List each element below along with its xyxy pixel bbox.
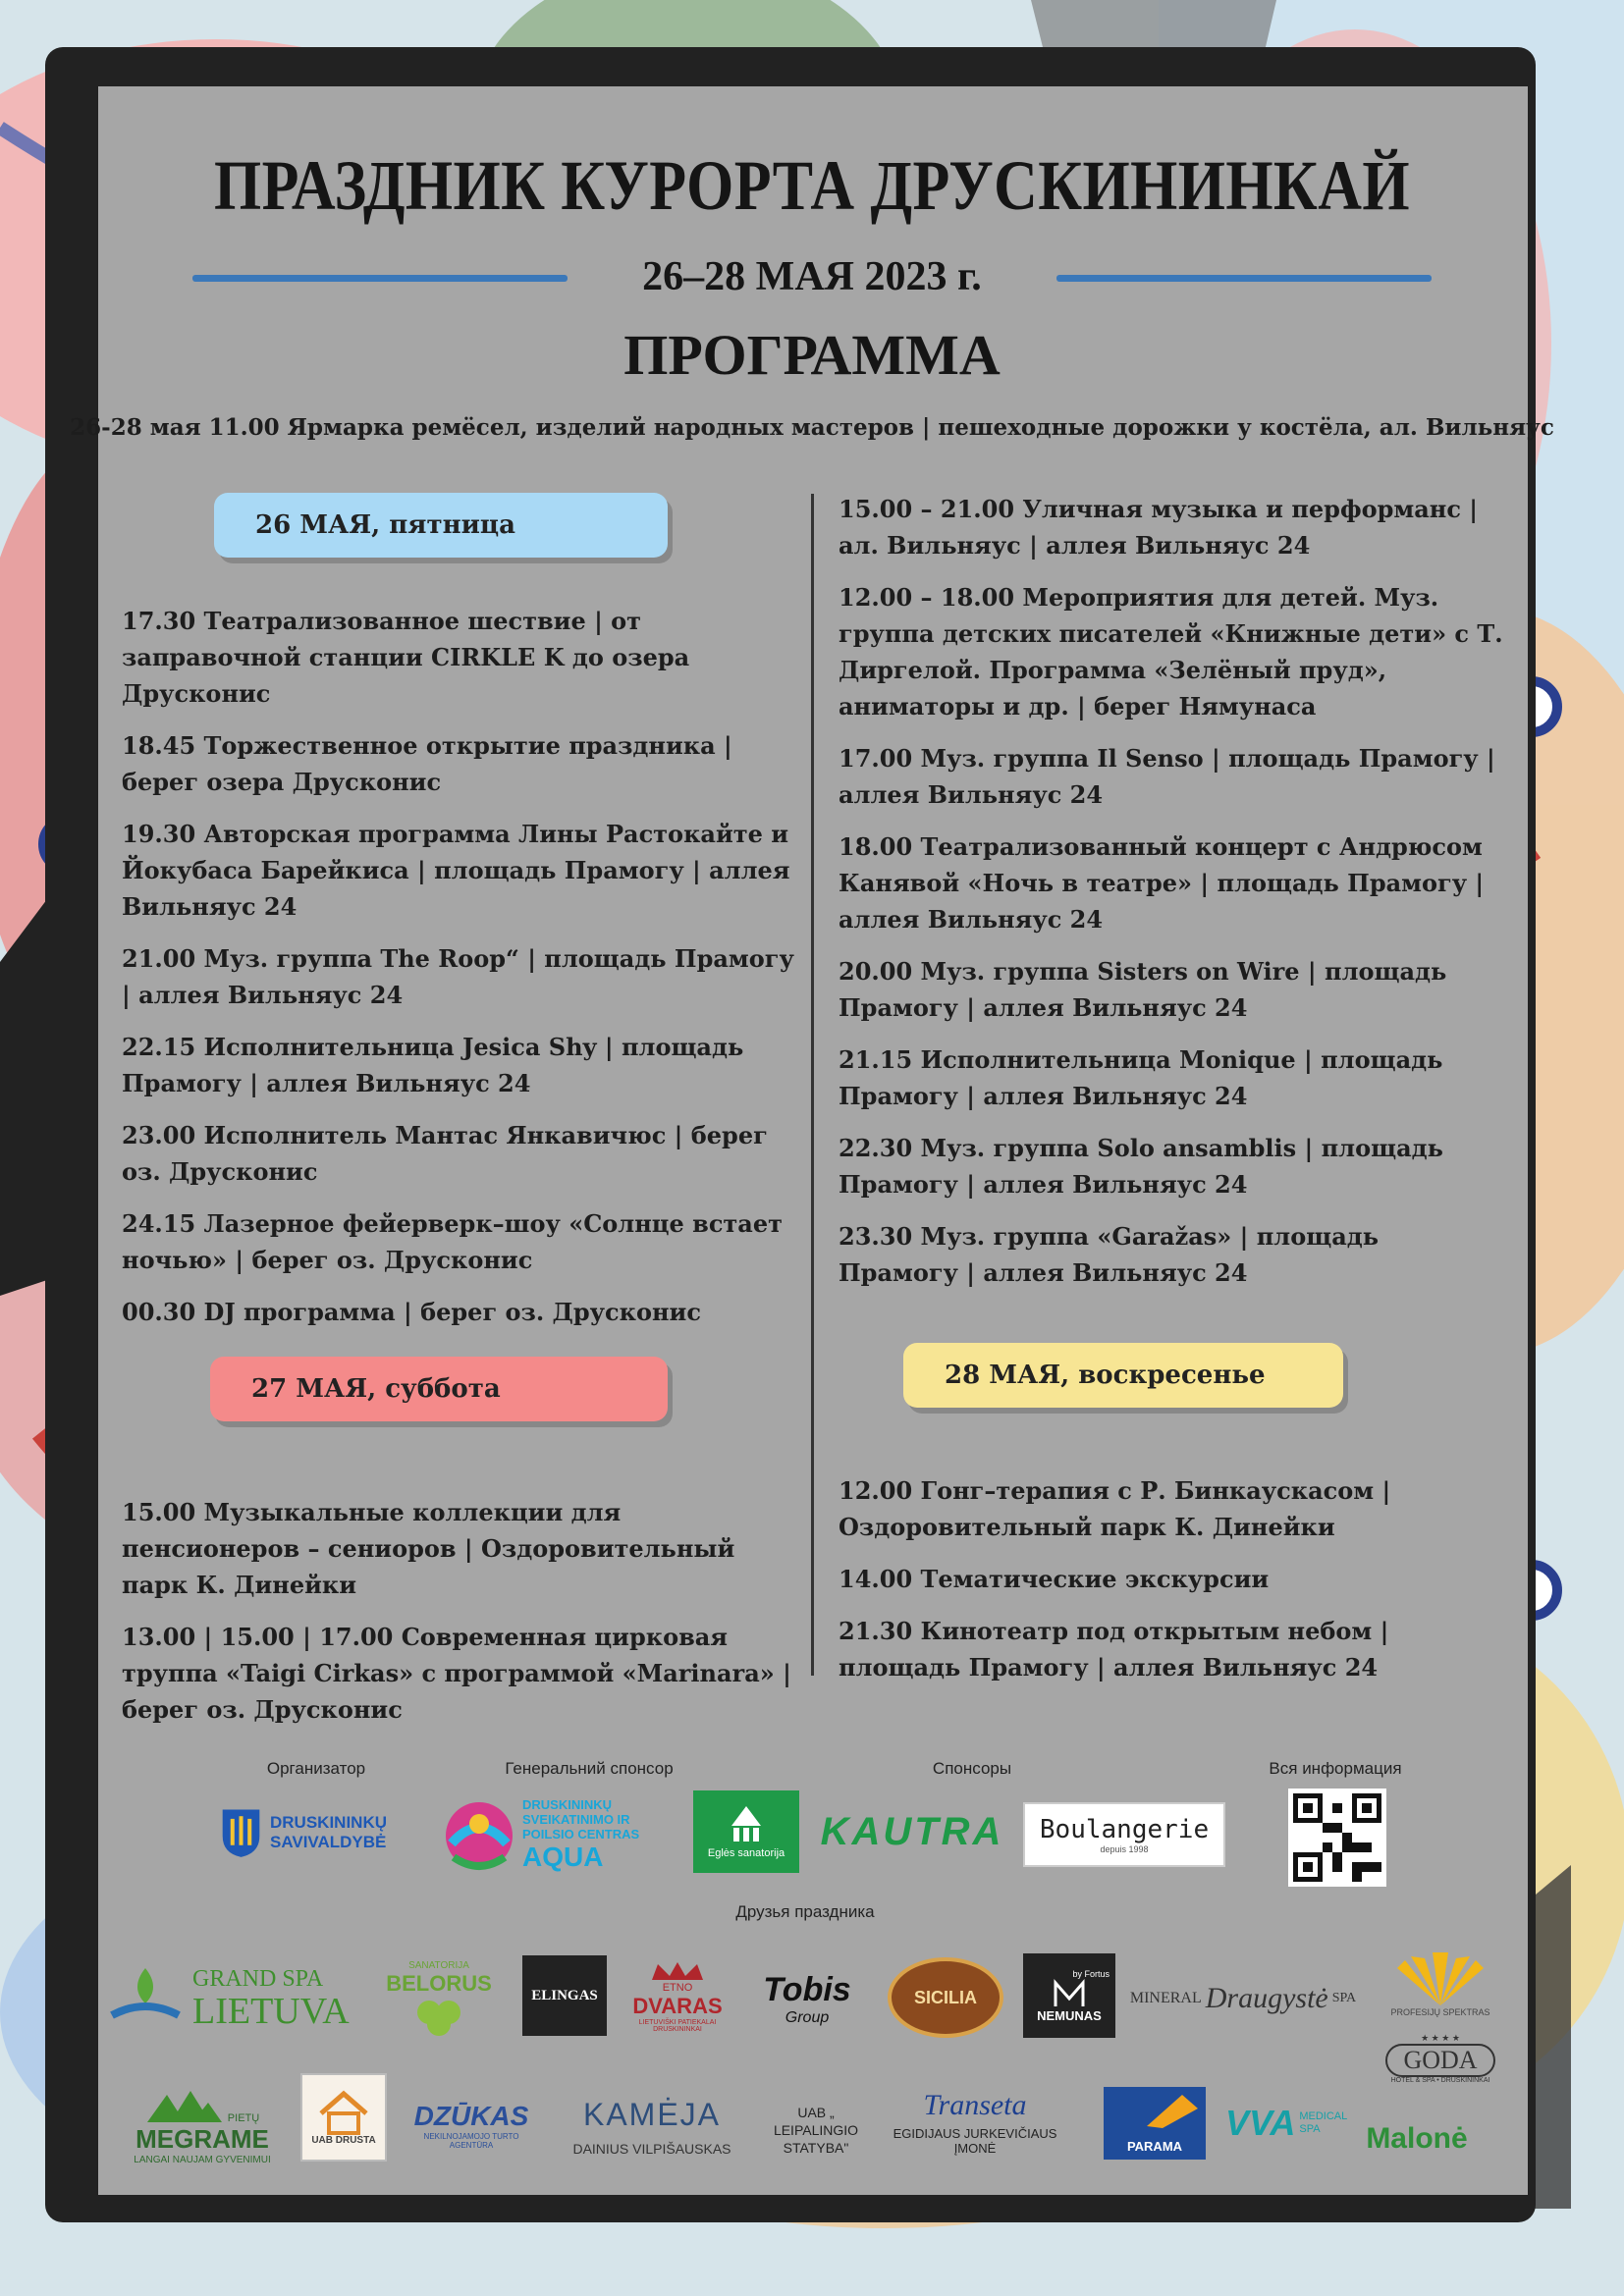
event-item: 12.00 Гонг–терапия с Р. Бинкаускасом | Оздоровительный парк К. Динейки (839, 1476, 1391, 1541)
nemunas-emblem-icon (1052, 1979, 1087, 2008)
event-item: 19.30 Авторская программа Лины Растокайте и Йокубаса Барейкиса | площадь Прамогу | аллея Вильняус 24 (122, 820, 790, 921)
poster-title: ПРАЗДНИК КУРОРТА ДРУСКИНИНКАЙ (213, 146, 1411, 225)
logo-profesiju-spektras (1377, 1944, 1504, 2026)
event-item: 21.30 Кинотеатр под открытым небом | площадь Прамогу | аллея Вильняус 24 (839, 1617, 1389, 1682)
event-item: 21.00 Муз. группа The Roop“ | площадь Прамогу | аллея Вильняус 24 (122, 944, 794, 1009)
event-item: 15.00 Музыкальные коллекции для пенсионеров – сениоров | Оздоровительный парк К. Динейки (122, 1498, 735, 1599)
event-item: 20.00 Муз. группа Sisters on Wire | площадь Прамогу | аллея Вильняус 24 (839, 957, 1447, 1022)
logo-mineral-spa-draugyste (1129, 1959, 1357, 2038)
logo-text: ★ ★ ★ ★ (1421, 2033, 1460, 2043)
column-divider (811, 494, 814, 1676)
logo-text: by Fortus (1072, 1968, 1110, 1979)
logo-vva-medical-spa (1225, 2081, 1348, 2165)
sunburst-icon (1391, 1952, 1489, 2007)
event-item: 12.00 – 18.00 Мероприятия для детей. Муз. группа детских писателей «Книжные дети» с Т. Диргелой. Программа «Зелёный пруд», аниматоры и др. | берег Нямунаса (839, 583, 1503, 721)
clover-icon (409, 1997, 468, 2036)
logo-text: GODA (1385, 2044, 1494, 2077)
logo-text: Eglės sanatorija (707, 1847, 785, 1859)
logo-text: depuis 1998 (1100, 1844, 1149, 1854)
logo-text: PROFESIJŲ SPEKTRAS (1390, 2007, 1490, 2017)
logo-text: MINERAL (1129, 1990, 1202, 2006)
fair-line: 26-28 мая 11.00 Ярмарка ремёсел, изделий народных мастеров | пешеходные дорожки у костёла, ал. Вильняус (70, 414, 1554, 441)
event-item: 14.00 Тематические экскурсии (839, 1565, 1270, 1593)
day-tab-saturday: 27 МАЯ, суббота (210, 1357, 668, 1421)
logo-etno-dvaras (628, 1951, 727, 2042)
logo-text: DRUSKININKŲ (522, 1796, 612, 1812)
coat-of-arms-icon (220, 1794, 262, 1871)
logo-text: Tobis (763, 1970, 851, 2008)
event-item: 18.00 Театрализованный концерт с Андрюсом Канявой «Ночь в театре» | площадь Прамогу | аллея Вильняус 24 (839, 832, 1485, 934)
logo-text: NEKILNOJAMOJO TURTO AGENTŪRA (423, 2132, 519, 2150)
house-icon (317, 2090, 370, 2135)
logo-dzukas (406, 2089, 536, 2162)
saturday-events (122, 1494, 799, 1743)
logo-text: AQUA (522, 1841, 604, 1872)
logo-egles-sanatorija (693, 1790, 799, 1873)
parama-shape-icon (1143, 2091, 1202, 2130)
egles-emblem-icon (724, 1804, 769, 1843)
logo-text: Group (785, 2008, 830, 2026)
logo-text: Draugystė (1205, 1982, 1328, 2014)
logo-text: HOTEL & SPA • DRUSKININKAI (1390, 2077, 1490, 2084)
megrame-mountains-icon (145, 2089, 224, 2124)
logo-text: VVA (1225, 2103, 1296, 2143)
logo-text: LIETUVIŠKI PATIEKALAI DRUSKININKAI (638, 2019, 717, 2033)
logo-elingas: ELINGAS (522, 1955, 607, 2036)
label-general-sponsor: Генеральний спонсор (505, 1759, 674, 1778)
qr-code-icon (1293, 1793, 1381, 1882)
label-friends: Друзья праздника (735, 1902, 875, 1921)
event-item: 22.15 Исполнительница Jesica Shy | площадь Прамогу | аллея Вильняус 24 (122, 1033, 744, 1097)
logo-text: Boulangerie (1039, 1815, 1210, 1844)
logo-druskininku-savivaldybe (220, 1789, 387, 1877)
logo-text: PIETŲ (227, 2112, 260, 2124)
logo-text: POILSIO CENTRAS (522, 1826, 640, 1842)
logo-text: SAVIVALDYBĖ (270, 1833, 387, 1851)
event-item: 21.15 Исполнительница Monique | площадь Прамогу | аллея Вильняус 24 (839, 1045, 1443, 1110)
logo-text: STATYBA" (783, 2140, 849, 2156)
logo-text: LANGAI NAUJAM GYVENIMUI (134, 2155, 271, 2165)
event-item: 15.00 – 21.00 Уличная музыка и перформанс | ал. Вильняус | аллея Вильняус 24 (839, 495, 1479, 560)
logo-text: DRUSKININKŲ (270, 1813, 387, 1832)
event-item: 23.30 Муз. группа «Garažas» | площадь Прамогу | аллея Вильняус 24 (839, 1222, 1380, 1287)
event-dates: 26–28 МАЯ 2023 г. (642, 254, 982, 299)
logo-goda (1375, 2026, 1506, 2091)
sunday-events (839, 1472, 1506, 1701)
logo-text: GRAND SPA (192, 1966, 324, 1992)
logo-leipalingio-statyba (762, 2091, 870, 2169)
logo-uab-drusta (300, 2073, 387, 2162)
logo-boulangerie (1023, 1802, 1225, 1867)
logo-text: ETNO (662, 1982, 693, 1994)
logo-sicilia: SICILIA (888, 1957, 1003, 2038)
event-item: 17.00 Муз. группа Il Senso | площадь Прамогу | аллея Вильняус 24 (839, 744, 1495, 809)
logo-text: EGIDIJAUS JURKEVIČIAUS (893, 2126, 1057, 2141)
label-sponsors: Спонсоры (932, 1759, 1012, 1778)
logo-megrame (108, 2079, 297, 2175)
event-item: 00.30 DJ программа | берег оз. Друсконис (122, 1298, 701, 1326)
day-tab-sunday: 28 МАЯ, воскресенье (903, 1343, 1343, 1408)
logo-text: UAB DRUSTA (311, 2134, 376, 2146)
logo-text: NEMUNAS (1037, 2007, 1102, 2023)
grand-spa-emblem-icon (106, 1964, 185, 2033)
logo-text: UAB „ (797, 2105, 835, 2120)
label-info: Вся информация (1269, 1759, 1402, 1778)
logo-aqua (440, 1789, 672, 1881)
event-item: 22.30 Муз. группа Solo ansamblis | площадь Прамогу | аллея Вильняус 24 (839, 1134, 1443, 1199)
logo-text: SVEIKATINIMO IR (522, 1811, 630, 1827)
event-item: 17.30 Театрализованное шествие | от заправочной станции CIRKLE K до озера Друсконис (122, 607, 690, 708)
logo-belorus (377, 1953, 501, 2042)
logo-text: PARAMA (1126, 2139, 1183, 2154)
logo-text: DZŪKAS (413, 2101, 529, 2131)
qr-code (1288, 1789, 1386, 1887)
logo-malone: Malonė (1366, 2122, 1468, 2155)
logo-transeta (864, 2075, 1086, 2169)
logo-kameja (542, 2085, 762, 2167)
logo-text: LIETUVA (192, 1991, 350, 2032)
event-item: 18.45 Торжественное открытие праздника | берег озера Друсконис (122, 731, 732, 796)
logo-text: KAMĖJA (582, 2096, 722, 2132)
aqua-emblem-icon (440, 1792, 518, 1877)
event-item: 13.00 | 15.00 | 17.00 Современная цирковая труппа «Taigi Cirkas» с программой «Marinara» | берег оз. Друсконис (122, 1623, 791, 1724)
logo-text: Transeta (923, 2089, 1027, 2121)
logo-text: SPA (1299, 2123, 1321, 2135)
logo-text: MEDICAL (1299, 2110, 1348, 2122)
logo-nemunas (1023, 1953, 1115, 2038)
logo-grand-spa-lietuva (106, 1957, 371, 2040)
logo-text: MEGRAME (135, 2124, 269, 2154)
event-item: 23.00 Исполнитель Мантас Янкавичюс | берег оз. Друсконис (122, 1121, 768, 1186)
logo-text: DVARAS (632, 1994, 723, 2018)
logo-tobis-group (748, 1959, 866, 2038)
saturday-events-continued (839, 491, 1506, 1307)
program-heading: ПРОГРАММА (623, 323, 1001, 387)
crown-icon (648, 1960, 707, 1982)
label-organizer: Организатор (266, 1759, 366, 1778)
logo-text: ĮMONĖ (953, 2141, 997, 2156)
logo-kautra: KAUTRA (820, 1809, 1004, 1853)
logo-text: SANATORIJA (408, 1959, 469, 1971)
friday-events (122, 603, 799, 1346)
day-tab-friday: 26 МАЯ, пятница (214, 493, 668, 558)
logo-text: LEIPALINGIO (773, 2122, 859, 2138)
logo-text: DAINIUS VILPIŠAUSKAS (572, 2140, 731, 2157)
logo-text: BELORUS (386, 1970, 492, 1996)
event-item: 24.15 Лазерное фейерверк–шоу «Солнце встает ночью» | берег оз. Друсконис (122, 1209, 783, 1274)
logo-text: SPA (1331, 1991, 1357, 2005)
logo-parama (1104, 2087, 1206, 2160)
